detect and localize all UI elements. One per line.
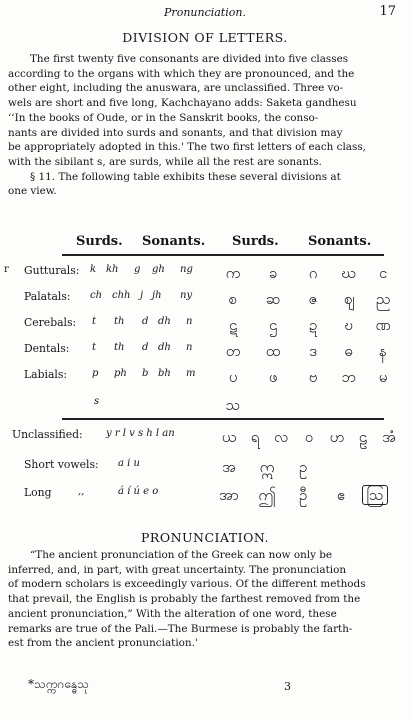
burmese-letter: အ	[222, 458, 236, 476]
paragraph-line: remarks are true of the Pali.—The Burmese is probably the farth-	[8, 622, 353, 635]
paragraph-line: The first twenty five consonants are divided into five classes	[30, 53, 349, 65]
burmese-letter: အံ	[382, 428, 396, 446]
paragraph-line: ancient pronunciation,” With the alteration of one word, these	[8, 607, 337, 620]
header-sonants-burmese: Sonants.	[308, 234, 372, 249]
row-label: Cerebals:	[24, 316, 77, 329]
burmese-letter-boxed: ဩ	[362, 485, 387, 505]
roman-letter: dh	[158, 342, 171, 353]
burmese-letter: ဟ	[329, 428, 345, 446]
roman-letter: ng	[180, 264, 193, 275]
burmese-letter: ဥ	[298, 458, 308, 476]
table-rule	[62, 418, 384, 420]
paragraph-line: one view.	[8, 185, 57, 198]
row-label: Gutturals:	[24, 264, 80, 277]
roman-letter: kh	[106, 264, 119, 275]
footnote: *သက္ကဂန္ဓေသု	[28, 677, 89, 691]
paragraph-line: ‘‘In the books of Oude, or in the Sanskrit books, the conso-	[8, 111, 319, 124]
table-row-dentals	[0, 342, 410, 366]
roman-letter: bh	[158, 368, 171, 379]
paragraph-line: wels are short and five long, Kachchayano adds: Saketa gandhesu	[8, 97, 357, 110]
roman-letter: k	[90, 264, 97, 275]
paragraph-line: according to the organs with which they are pronounced, and the	[8, 67, 355, 80]
running-title: Pronunciation.	[164, 6, 246, 19]
roman-letter: b	[142, 368, 149, 379]
burmese-letter: က	[225, 264, 241, 282]
burmese-letter: ဒ	[309, 342, 317, 360]
row-label: Long	[24, 486, 52, 499]
table-row-palatals	[0, 290, 410, 314]
header-rule	[62, 254, 384, 256]
burmese-letter: အာ	[219, 486, 239, 504]
paragraph-line: inferred, and, in part, with great uncertainty. The pronunciation	[8, 563, 347, 576]
burmese-letter: ဂ	[308, 264, 318, 282]
paragraph-line: nants are divided into surds and sonants, and that division may	[8, 126, 343, 139]
burmese-letter: ပ	[228, 368, 238, 386]
roman-letters: á í ú e o	[118, 486, 159, 497]
table-row-labials	[0, 368, 410, 392]
page-number: 17	[379, 4, 396, 19]
burmese-letter: ခ	[268, 264, 278, 282]
burmese-letter: ဤ	[258, 486, 276, 504]
burmese-letter: ဌ	[268, 316, 278, 334]
table-header-row	[0, 234, 410, 254]
table-row-gutturals	[0, 264, 410, 288]
burmese-letter: ဝ	[304, 428, 314, 446]
roman-letter: t	[92, 316, 97, 327]
signature-number: 3	[284, 680, 291, 693]
burmese-letter: ဠ	[358, 428, 368, 446]
roman-letter: d	[142, 342, 149, 353]
section-heading-division: DIVISION OF LETTERS.	[122, 30, 288, 45]
row-label: Labials:	[24, 368, 68, 381]
roman-letter: m	[186, 368, 196, 379]
paragraph-line: est from the ancient pronunciation.'	[8, 637, 198, 650]
roman-letter: d	[142, 316, 149, 327]
paragraph-line: with the sibilant s, are surds, while all the rest are sonants.	[8, 155, 322, 168]
burmese-letter: ဈ	[343, 290, 355, 308]
roman-letter: j	[140, 290, 144, 301]
burmese-letter: ယ	[221, 428, 237, 446]
header-surds-burmese: Surds.	[232, 234, 279, 249]
burmese-letter: ထ	[265, 342, 281, 360]
margin-mark: r	[4, 264, 9, 275]
roman-letter: t	[92, 342, 97, 353]
roman-letter: n	[186, 316, 193, 327]
roman-letter: th	[114, 316, 125, 327]
roman-letter: gh	[152, 264, 165, 275]
burmese-letter: ဏ	[375, 316, 391, 334]
row-label: Palatals:	[24, 290, 71, 303]
burmese-letter: စ	[228, 290, 238, 308]
roman-letter: p	[92, 368, 99, 379]
burmese-letter: ဎ	[344, 316, 354, 334]
burmese-letter: ဃ	[341, 264, 357, 282]
roman-letter: ny	[180, 290, 193, 301]
burmese-letter: ဓ	[344, 342, 354, 360]
roman-letter: chh	[112, 290, 131, 301]
roman-letter: th	[114, 342, 125, 353]
burmese-letter: ဗ	[308, 368, 318, 386]
section-heading-pronunciation: PRONUNCIATION.	[141, 530, 269, 545]
roman-letter: s	[94, 396, 100, 407]
burmese-letter: ဍ	[308, 316, 318, 334]
pronunciation-paragraph	[8, 548, 400, 651]
row-label: Short vowels:	[24, 458, 99, 471]
burmese-letter: ဋ	[228, 316, 238, 334]
division-paragraph	[8, 52, 400, 199]
roman-letter: ch	[90, 290, 103, 301]
header-sonants-roman: Sonants.	[142, 234, 206, 249]
burmese-letter: ဇ	[308, 290, 318, 308]
table-row-unclassified	[0, 428, 410, 452]
burmese-letter: ဖ	[268, 368, 278, 386]
table-row-long-vowels	[0, 486, 410, 510]
table-row-sibilant	[0, 396, 410, 420]
roman-letters: y r l v s h l an	[106, 428, 175, 439]
paragraph-line: “The ancient pronunciation of the Greek can now only be	[30, 549, 333, 561]
table-row-cerebals	[0, 316, 410, 340]
burmese-letter: ဘ	[341, 368, 357, 386]
table-row-short-vowels	[0, 458, 410, 482]
burmese-letter: ည	[375, 290, 391, 308]
row-label: Dentals:	[24, 342, 70, 355]
paragraph-line: be appropriately adopted in this.' The two first letters of each class,	[8, 141, 366, 154]
header-surds-roman: Surds.	[76, 234, 123, 249]
paragraph-line: other eight, including the anuswara, are unclassified. Three vo-	[8, 82, 344, 95]
burmese-letter: ဆ	[265, 290, 281, 308]
burmese-letter: ဦ	[298, 486, 308, 504]
paragraph-line: of modern scholars is exceedingly various. Of the different methods	[8, 578, 366, 591]
burmese-letter: ဣ	[259, 458, 275, 476]
ditto-mark: ,,	[78, 486, 85, 497]
roman-letter: ph	[114, 368, 127, 379]
roman-letters: a i u	[118, 458, 140, 469]
roman-letter: g	[134, 264, 141, 275]
row-label: Unclassified:	[12, 428, 83, 441]
roman-letter: n	[186, 342, 193, 353]
burmese-letter: ရ	[250, 428, 260, 446]
burmese-letter: ဧ	[336, 486, 346, 504]
paragraph-line: that prevail, the English is probably the farthest removed from the	[8, 593, 361, 606]
burmese-letter: လ	[273, 428, 289, 446]
burmese-letter: င	[378, 264, 388, 282]
burmese-letter: မ	[378, 368, 388, 386]
burmese-letter: န	[379, 342, 387, 360]
roman-letter: dh	[158, 316, 171, 327]
paragraph-line: § 11. The following table exhibits these several divisions at	[30, 170, 341, 183]
burmese-letter: သ	[225, 396, 241, 414]
roman-letter: jh	[152, 290, 162, 301]
burmese-letter: တ	[225, 342, 241, 360]
